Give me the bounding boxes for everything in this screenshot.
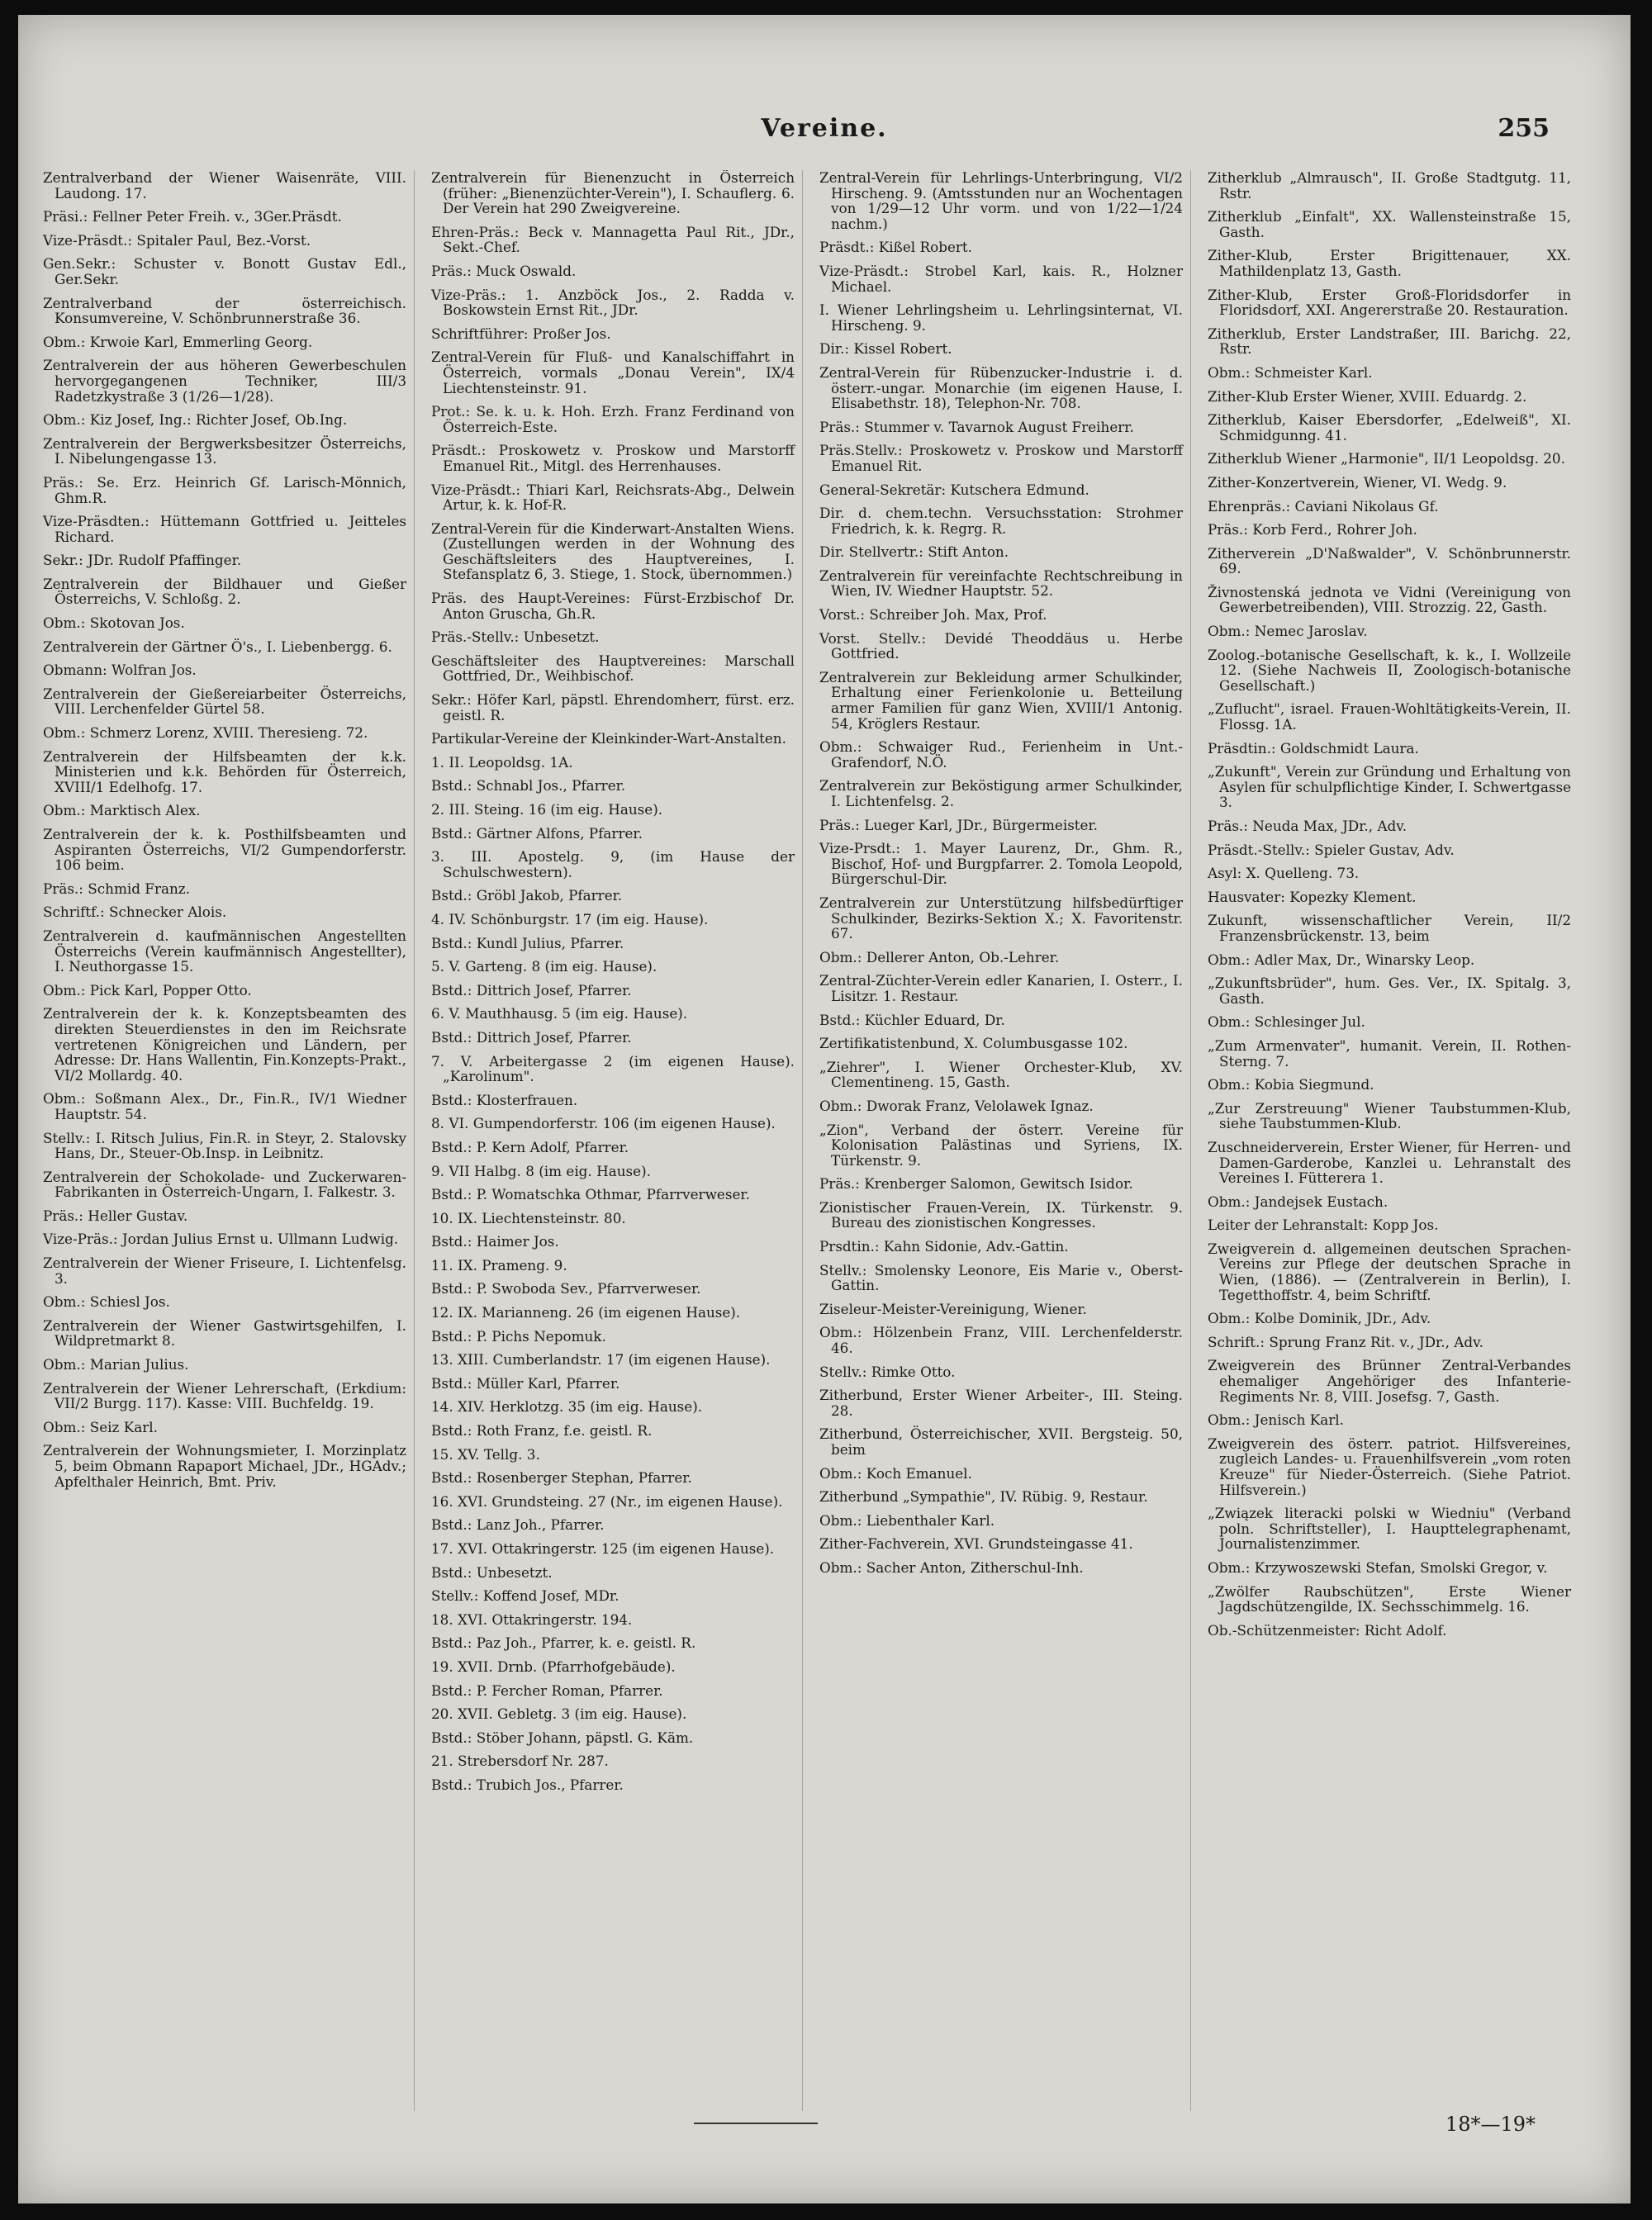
directory-entry: Zentralverein der Gießereiarbeiter Österreichs, VIII. Lerchenfelder Gürtel 58. (43, 685, 406, 718)
directory-entry: Bstd.: P. Pichs Nepomuk. (431, 1327, 606, 1345)
page-footer (18, 2113, 1631, 2146)
directory-entry: 4. IV. Schönburgstr. 17 (im eig. Hause). (431, 910, 709, 927)
directory-entry: Zentralverein der Schokolade- und Zuckerwaren-Fabrikanten in Österreich-Ungarn, I. Falkestr. 3. (43, 1168, 406, 1201)
directory-entry: 18. XVI. Ottakringerstr. 194. (431, 1610, 633, 1628)
directory-entry: Bstd.: Klosterfrauen. (431, 1091, 578, 1108)
directory-entry: 13. XIII. Cumberlandstr. 17 (im eigenen Hause). (431, 1351, 771, 1369)
directory-entry: Obm.: Marian Julius. (43, 1356, 189, 1373)
directory-entry: Partikular-Vereine der Kleinkinder-Wart-Anstalten. (431, 730, 786, 747)
directory-entry: Zentral-Verein für die Kinderwart-Anstalten Wiens. (Zustellungen werden in der Wohnung des Geschäftsleiters des Hauptvereines, I. Stefansplatz 6, 3. Stiege, 1. Stock, übernommen.) (431, 519, 795, 583)
directory-entry: Präsdtin.: Goldschmidt Laura. (1208, 739, 1419, 757)
directory-entry: Dir. Stellvertr.: Stift Anton. (819, 543, 1009, 561)
directory-entry: Vize-Präs.: 1. Anzböck Jos., 2. Radda v. Boskowstein Ernst Rit., JDr. (431, 286, 795, 319)
signature-mark: 18*—19* (1445, 2113, 1536, 2136)
directory-entry: Zentralverein der Wiener Lehrerschaft, (Erkdium: VII/2 Burgg. 117). Kasse: VIII. Buchfeldg. 19. (43, 1379, 406, 1412)
directory-entry: 15. XV. Tellg. 3. (431, 1445, 540, 1463)
directory-entry: Präs.: Heller Gustav. (43, 1207, 188, 1224)
directory-entry: Zweigverein des Brünner Zentral-Verbandes ehemaliger Angehöriger des Infanterie-Regiments Nr. 8, VIII. Josefsg. 7, Gasth. (1208, 1357, 1571, 1405)
directory-entry: Obm.: Schiesl Jos. (43, 1293, 170, 1311)
directory-entry: Bstd.: Dittrich Josef, Pfarrer. (431, 1028, 632, 1046)
text-columns (36, 170, 1612, 2111)
directory-entry: Obm.: Pick Karl, Popper Otto. (43, 981, 252, 999)
directory-entry: Obm.: Adler Max, Dr., Winarsky Leop. (1208, 951, 1475, 968)
directory-entry: 8. VI. Gumpendorferstr. 106 (im eigenen Hause). (431, 1115, 776, 1132)
directory-entry: Präs.: Lueger Karl, JDr., Bürgermeister. (819, 816, 1098, 833)
directory-entry: I. Wiener Lehrlingsheim u. Lehrlingsinternat, VI. Hirscheng. 9. (819, 301, 1183, 334)
directory-entry: Bstd.: Haimer Jos. (431, 1233, 559, 1250)
directory-entry: Bstd.: P. Swoboda Sev., Pfarrverweser. (431, 1280, 701, 1297)
directory-entry: Präs.: Krenberger Salomon, Gewitsch Isidor. (819, 1175, 1133, 1193)
directory-entry: Präsdt.: Kißel Robert. (819, 239, 972, 256)
directory-entry: Zweigverein d. allgemeinen deutschen Sprachen-Vereins zur Pflege der deutschen Sprache in Wien, (1886). — (Zentralverein in Berlin), I. Tegetthoffstr. 4, beim Schriftf. (1208, 1240, 1571, 1303)
directory-entry: Obm.: Schmeister Karl. (1208, 363, 1373, 381)
directory-entry: „Zuflucht", israel. Frauen-Wohltätigkeits-Verein, II. Flossg. 1A. (1208, 700, 1571, 733)
directory-entry: Zentralverein der Wiener Gastwirtsgehilfen, I. Wildpretmarkt 8. (43, 1316, 406, 1350)
directory-entry: Zoolog.-botanische Gesellschaft, k. k., I. Wollzeile 12. (Siehe Nachweis II, Zoologisch-botanische Gesellschaft.) (1208, 646, 1571, 694)
directory-entry: Präs.Stellv.: Proskowetz v. Proskow und Marstorff Emanuel Rit. (819, 442, 1183, 474)
directory-entry: Präsi.: Fellner Peter Freih. v., 3Ger.Präsdt. (43, 208, 342, 225)
directory-entry: Zitherbund „Sympathie", IV. Rübig. 9, Restaur. (819, 1488, 1148, 1506)
directory-entry: Ob.-Schützenmeister: Richt Adolf. (1208, 1621, 1447, 1639)
directory-entry: Zentralverband der österreichisch. Konsumvereine, V. Schönbrunnerstraße 36. (43, 294, 406, 327)
directory-entry: Zentralverein der k. k. Posthilfsbeamten und Aspiranten Österreichs, VI/2 Gumpendorferstr. 106 beim. (43, 826, 406, 874)
directory-entry: Obm.: Jenisch Karl. (1208, 1411, 1344, 1429)
directory-entry: Dir.: Kissel Robert. (819, 340, 952, 358)
directory-entry: „Związek literacki polski w Wiedniu" (Verband poln. Schriftsteller), I. Haupttelegraphenamt, Journalistenzimmer. (1208, 1505, 1571, 1553)
directory-entry: Zentral-Verein für Lehrlings-Unterbringung, VI/2 Hirscheng. 9. (Amtsstunden nur an Wochentagen von 1/29—12 Uhr vorm. und von 1/22—1/24 nachm.) (819, 170, 1183, 232)
directory-entry: Zentralverein für Bienenzucht in Österreich (früher: „Bienenzüchter-Verein"), I. Schauflerg. 6. Der Verein hat 290 Zweigvereine. (431, 170, 795, 217)
directory-entry: 6. V. Mauthhausg. 5 (im eig. Hause). (431, 1005, 688, 1022)
directory-entry: Vorst. Stellv.: Devidé Theoddäus u. Herbe Gottfried. (819, 629, 1183, 662)
directory-entry: Stellv.: Koffend Josef, MDr. (431, 1587, 620, 1605)
directory-entry: Präs.: Stummer v. Tavarnok August Freiherr. (819, 418, 1134, 435)
directory-entry: 20. XVII. Gebletg. 3 (im eig. Hause). (431, 1705, 687, 1723)
directory-entry: Präs.: Schmid Franz. (43, 880, 190, 897)
directory-entry: Sekr.: Höfer Karl, päpstl. Ehrendomherr, fürst. erz. geistl. R. (431, 691, 795, 723)
directory-entry: Bstd.: Dittrich Josef, Pfarrer. (431, 981, 632, 999)
directory-entry: Obm.: Schwaiger Rud., Ferienheim in Unt.-Grafendorf, N.Ö. (819, 738, 1183, 771)
directory-entry: 10. IX. Liechtensteinstr. 80. (431, 1209, 626, 1226)
directory-entry: Ehren-Präs.: Beck v. Mannagetta Paul Rit., JDr., Sekt.-Chef. (431, 223, 795, 256)
directory-entry: Zitherverein „D'Naßwalder", V. Schönbrunnerstr. 69. (1208, 544, 1571, 577)
directory-entry: Präs.: Muck Oswald. (431, 262, 577, 279)
directory-entry: Bstd.: P. Womatschka Othmar, Pfarrverweser. (431, 1186, 750, 1203)
directory-entry: Obm.: Schmerz Lorenz, XVIII. Theresieng. 72. (43, 724, 368, 742)
directory-entry: Zentral-Züchter-Verein edler Kanarien, I. Osterr., I. Lisitzr. 1. Restaur. (819, 972, 1183, 1004)
directory-entry: Stellv.: Smolensky Leonore, Eis Marie v., Oberst-Gattin. (819, 1261, 1183, 1294)
directory-entry: Obm.: Schlesinger Jul. (1208, 1013, 1365, 1031)
directory-entry: „Zwölfer Raubschützen", Erste Wiener Jagdschützengilde, IX. Sechsschimmelg. 16. (1208, 1582, 1571, 1615)
directory-entry: Hausvater: Kopezky Klement. (1208, 888, 1417, 905)
directory-entry: „Zukunft", Verein zur Gründung und Erhaltung von Asylen für schulpflichtige Kinder, I. Schwertgasse 3. (1208, 763, 1571, 811)
directory-entry: Bstd.: Unbesetzt. (431, 1563, 553, 1581)
directory-entry: Leiter der Lehranstalt: Kopp Jos. (1208, 1217, 1439, 1234)
directory-entry: Gen.Sekr.: Schuster v. Bonott Gustav Edl., Ger.Sekr. (43, 255, 406, 287)
directory-entry: Obm.: Dworak Franz, Velolawek Ignaz. (819, 1097, 1094, 1114)
directory-entry: Dir. d. chem.techn. Versuchsstation: Strohmer Friedrich, k. k. Regrg. R. (819, 505, 1183, 537)
directory-entry: Vize-Präsdt.: Spitaler Paul, Bez.-Vorst. (43, 231, 311, 249)
directory-entry: Bstd.: Lanz Joh., Pfarrer. (431, 1516, 605, 1534)
directory-entry: Obm.: Kiz Josef, Ing.: Richter Josef, Ob.Ing. (43, 411, 348, 429)
directory-entry: 7. V. Arbeitergasse 2 (im eigenen Hause). „Karolinum". (431, 1052, 795, 1085)
directory-entry: Zentralverein der Gärtner Ö's., I. Liebenbergg. 6. (43, 638, 392, 655)
directory-entry: Präsdt.: Proskowetz v. Proskow und Marstorff Emanuel Rit., Mitgl. des Herrenhauses. (431, 442, 795, 474)
directory-entry: Obm.: Hölzenbein Franz, VIII. Lerchenfelderstr. 46. (819, 1324, 1183, 1357)
directory-entry: Bstd.: P. Kern Adolf, Pfarrer. (431, 1138, 629, 1155)
directory-entry: Stellv.: Rimke Otto. (819, 1363, 956, 1380)
directory-entry: Vize-Präsdten.: Hüttemann Gottfried u. Jeitteles Richard. (43, 513, 406, 545)
directory-entry: 5. V. Garteng. 8 (im eig. Hause). (431, 958, 657, 975)
directory-entry: Zitherklub „Einfalt", XX. Wallensteinstraße 15, Gasth. (1208, 208, 1571, 240)
directory-entry: Bstd.: Müller Karl, Pfarrer. (431, 1374, 620, 1392)
directory-entry: Prot.: Se. k. u. k. Hoh. Erzh. Franz Ferdinand von Österreich-Este. (431, 403, 795, 435)
directory-entry: Vize-Präsdt.: Thiari Karl, Reichsrats-Abg., Delwein Artur, k. k. Hof-R. (431, 481, 795, 514)
directory-entry: Zentralverein der Wohnungsmieter, I. Morzinplatz 5, beim Obmann Rapaport Michael, JDr., HGAdv.; Apfelthaler Heinrich, Bmt. Priv. (43, 1442, 406, 1490)
directory-entry: Schriftf.: Schnecker Alois. (43, 904, 227, 921)
directory-entry: Bstd.: Roth Franz, f.e. geistl. R. (431, 1422, 653, 1440)
directory-entry: Zertifikatistenbund, X. Columbusgasse 102. (819, 1035, 1128, 1052)
directory-entry: Bstd.: Trubich Jos., Pfarrer. (431, 1776, 624, 1793)
page-number: 255 (1498, 114, 1550, 143)
directory-entry: Zitherklub „Almrausch", II. Große Stadtgutg. 11, Rstr. (1208, 170, 1571, 202)
directory-entry: Obm.: Soßmann Alex., Dr., Fin.R., IV/1 Wiedner Hauptstr. 54. (43, 1090, 406, 1122)
directory-entry: „Zur Zerstreuung" Wiener Taubstummen-Klub, siehe Taubstummen-Klub. (1208, 1099, 1571, 1132)
directory-entry: Zentral-Verein für Fluß- und Kanalschiffahrt in Österreich, vormals „Donau Verein", IX/4 Liechtensteinstr. 91. (431, 349, 795, 396)
directory-entry: 19. XVII. Drnb. (Pfarrhofgebäude). (431, 1658, 676, 1675)
directory-entry: Obmann: Wolfran Jos. (43, 662, 197, 679)
directory-entry: Obm.: Jandejsek Eustach. (1208, 1193, 1389, 1210)
directory-entry: Zitherklub, Kaiser Ebersdorfer, „Edelweiß", XI. Schmidgunng. 41. (1208, 411, 1571, 444)
directory-entry: Ziseleur-Meister-Vereinigung, Wiener. (819, 1300, 1087, 1317)
directory-entry: Zither-Klub Erster Wiener, XVIII. Eduardg. 2. (1208, 387, 1527, 405)
page-title: Vereine. (761, 114, 888, 143)
directory-entry: Zentralverein d. kaufmännischen Angestellten Österreichs (Verein kaufmännisch Angestellter), I. Neuthorgasse 15. (43, 927, 406, 975)
directory-entry: Bstd.: Paz Joh., Pfarrer, k. e. geistl. R. (431, 1634, 696, 1652)
directory-entry: 12. IX. Marianneng. 26 (im eigenen Hause). (431, 1304, 741, 1321)
directory-entry: Obm.: Kolbe Dominik, JDr., Adv. (1208, 1310, 1431, 1327)
directory-entry: Zither-Klub, Erster Brigittenauer, XX. Mathildenplatz 13, Gasth. (1208, 247, 1571, 279)
directory-entry: Sekr.: JDr. Rudolf Pfaffinger. (43, 552, 242, 569)
footer-rule (694, 2123, 818, 2124)
directory-entry: „Zion", Verband der österr. Vereine für Kolonisation Palästinas und Syriens, IX. Türkenstr. 9. (819, 1121, 1183, 1169)
directory-entry: Zentralverein der aus höheren Gewerbeschulen hervorgegangenen Techniker, III/3 Radetzkystraße 3 (1/26—1/28). (43, 357, 406, 405)
directory-entry: Ehrenpräs.: Caviani Nikolaus Gf. (1208, 497, 1439, 515)
directory-entry: Zitherklub, Erster Landstraßer, III. Barichg. 22, Rstr. (1208, 325, 1571, 358)
directory-entry: Vorst.: Schreiber Joh. Max, Prof. (819, 606, 1047, 624)
directory-entry: 16. XVI. Grundsteing. 27 (Nr., im eigenen Hause). (431, 1492, 783, 1510)
directory-entry: 11. IX. Prameng. 9. (431, 1256, 567, 1274)
directory-entry: Präs.-Stellv.: Unbesetzt. (431, 629, 600, 646)
directory-entry: Zukunft, wissenschaftlicher Verein, II/2 Franzensbrückenstr. 13, beim (1208, 912, 1571, 944)
directory-entry: Obm.: Skotovan Jos. (43, 614, 185, 632)
directory-entry: Bstd.: P. Fercher Roman, Pfarrer. (431, 1682, 663, 1699)
directory-entry: 14. XIV. Herklotzg. 35 (im eig. Hause). (431, 1398, 703, 1416)
directory-entry: Zionistischer Frauen-Verein, IX. Türkenstr. 9. Bureau des zionistischen Kongresses. (819, 1198, 1183, 1231)
directory-entry: Obm.: Kobia Siegmund. (1208, 1076, 1374, 1093)
column-4 (1201, 170, 1579, 2111)
directory-entry: Zuschneiderverein, Erster Wiener, für Herren- und Damen-Garderobe, Kanzlei u. Lehranstalt des Vereines I. Fütterera 1. (1208, 1138, 1571, 1187)
directory-entry: Präs.: Korb Ferd., Rohrer Joh. (1208, 521, 1417, 538)
directory-entry: Zentralverein der Bildhauer und Gießer Österreichs, V. Schloßg. 2. (43, 575, 406, 608)
directory-entry: Zentralverein der Bergwerksbesitzer Österreichs, I. Nibelungengasse 13. (43, 434, 406, 467)
directory-entry: Zitherklub Wiener „Harmonie", II/1 Leopoldsg. 20. (1208, 450, 1565, 467)
page-header (18, 114, 1631, 164)
directory-entry: Schrift.: Sprung Franz Rit. v., JDr., Adv. (1208, 1333, 1483, 1350)
directory-entry: Zentral-Verein für Rübenzucker-Industrie i. d. österr.-ungar. Monarchie (im eigenen Hause, I. Elisabethstr. 18), Telephon-Nr. 708. (819, 363, 1183, 412)
directory-entry: Živnostenská jednota ve Vidni (Vereinigung von Gewerbetreibenden), VIII. Strozzig. 22, Gasth. (1208, 583, 1571, 616)
directory-entry: Zentralverein zur Beköstigung armer Schulkinder, I. Lichtenfelsg. 2. (819, 777, 1183, 809)
directory-entry: „Zukunftsbrüder", hum. Ges. Ver., IX. Spitalg. 3, Gasth. (1208, 975, 1571, 1007)
directory-entry: Bstd.: Kundl Julius, Pfarrer. (431, 934, 624, 951)
directory-entry: Geschäftsleiter des Hauptvereines: Marschall Gottfried, Dr., Weihbischof. (431, 652, 795, 685)
directory-entry: Zentralverein für vereinfachte Rechtschreibung in Wien, IV. Wiedner Hauptstr. 52. (819, 567, 1183, 600)
directory-entry: Prsdtin.: Kahn Sidonie, Adv.-Gattin. (819, 1238, 1069, 1255)
directory-entry: Präs. des Haupt-Vereines: Fürst-Erzbischof Dr. Anton Gruscha, Gh.R. (431, 590, 795, 622)
directory-entry: 9. VII Halbg. 8 (im eig. Hause). (431, 1162, 651, 1179)
directory-entry: Obm.: Marktisch Alex. (43, 802, 201, 819)
column-2 (425, 170, 803, 2111)
directory-entry: Zentralverein der Wiener Friseure, I. Lichtenfelsg. 3. (43, 1255, 406, 1287)
directory-entry: Vize-Prsdt.: 1. Mayer Laurenz, Dr., Ghm. R., Bischof, Hof- und Burgpfarrer. 2. Tomola Leopold, Bürgerschul-Dir. (819, 840, 1183, 888)
directory-entry: Obm.: Dellerer Anton, Ob.-Lehrer. (819, 948, 1060, 965)
directory-entry: Obm.: Sacher Anton, Zitherschul-Inh. (819, 1558, 1084, 1576)
directory-entry: 3. III. Apostelg. 9, (im Hause der Schulschwestern). (431, 848, 795, 880)
directory-entry: 2. III. Steing. 16 (im eig. Hause). (431, 801, 663, 818)
directory-entry: Zentralverein zur Unterstützung hilfsbedürftiger Schulkinder, Bezirks-Sektion X.; X. Favoritenstr. 67. (819, 894, 1183, 942)
directory-entry: 21. Strebersdorf Nr. 287. (431, 1753, 609, 1770)
directory-entry: Zither-Fachverein, XVI. Grundsteingasse 41. (819, 1535, 1133, 1553)
directory-entry: Zentralverein zur Bekleidung armer Schulkinder, Erhaltung einer Ferienkolonie u. Betteilung armer Familien für ganz Wien, XVIII/1 Antonig. 54, Kröglers Restaur. (819, 668, 1183, 732)
directory-entry: Präs.: Neuda Max, JDr., Adv. (1208, 818, 1408, 834)
directory-entry: Bstd.: Küchler Eduard, Dr. (819, 1011, 1005, 1028)
directory-entry: 17. XVI. Ottakringerstr. 125 (im eigenen Hause). (431, 1540, 775, 1557)
directory-entry: Bstd.: Gärtner Alfons, Pfarrer. (431, 824, 643, 842)
directory-entry: General-Sekretär: Kutschera Edmund. (819, 481, 1089, 498)
directory-entry: Obm.: Krzywoszewski Stefan, Smolski Gregor, v. (1208, 1558, 1548, 1576)
directory-entry: Bstd.: Stöber Johann, päpstl. G. Käm. (431, 1729, 694, 1746)
directory-entry: Bstd.: Gröbl Jakob, Pfarrer. (431, 887, 623, 904)
directory-entry: Präsdt.-Stellv.: Spieler Gustav, Adv. (1208, 841, 1455, 858)
directory-entry: Obm.: Liebenthaler Karl. (819, 1511, 995, 1529)
directory-entry: Zentralverband der Wiener Waisenräte, VIII. Laudong. 17. (43, 170, 406, 202)
directory-entry: Obm.: Seiz Karl. (43, 1418, 158, 1435)
directory-entry: Präs.: Se. Erz. Heinrich Gf. Larisch-Mönnich, Ghm.R. (43, 473, 406, 506)
directory-entry: „Zum Armenvater", humanit. Verein, II. Rothen-Sterng. 7. (1208, 1036, 1571, 1070)
directory-entry: Obm.: Koch Emanuel. (819, 1464, 972, 1482)
directory-entry: Asyl: X. Quelleng. 73. (1208, 865, 1360, 882)
directory-entry: Vize-Präs.: Jordan Julius Ernst u. Ullmann Ludwig. (43, 1231, 399, 1248)
directory-entry: „Ziehrer", I. Wiener Orchester-Klub, XV. Clementineng. 15, Gasth. (819, 1058, 1183, 1091)
directory-entry: Zweigverein des österr. patriot. Hilfsvereines, zugleich Landes- u. Frauenhilfsverein „vom roten Kreuze" für Nieder-Österreich. (Siehe Patriot. Hilfsverein.) (1208, 1435, 1571, 1498)
document-page (18, 15, 1631, 2203)
column-1 (36, 170, 415, 2111)
directory-entry: Obm.: Krwoie Karl, Emmerling Georg. (43, 333, 313, 350)
directory-entry: Vize-Präsdt.: Strobel Karl, kais. R., Holzner Michael. (819, 262, 1183, 295)
directory-entry: Zitherbund, Erster Wiener Arbeiter-, III. Steing. 28. (819, 1387, 1183, 1419)
directory-entry: Bstd.: Schnabl Jos., Pfarrer. (431, 777, 626, 795)
directory-entry: Bstd.: Rosenberger Stephan, Pfarrer. (431, 1469, 692, 1487)
directory-entry: Stellv.: I. Ritsch Julius, Fin.R. in Steyr, 2. Stalovsky Hans, Dr., Steuer-Ob.Insp. in Leibnitz. (43, 1129, 406, 1162)
directory-entry: 1. II. Leopoldsg. 1A. (431, 753, 573, 771)
directory-entry: Zither-Klub, Erster Groß-Floridsdorfer in Floridsdorf, XXI. Angererstraße 20. Restauration. (1208, 286, 1571, 319)
directory-entry: Schriftführer: Proßer Jos. (431, 325, 611, 342)
directory-entry: Zentralverein der Hilfsbeamten der k.k. Ministerien und k.k. Behörden für Österreich, XVIII/1 Edelhofg. 17. (43, 747, 406, 795)
directory-entry: Zitherbund, Österreichischer, XVII. Bergsteig. 50, beim (819, 1425, 1183, 1458)
directory-entry: Zither-Konzertverein, Wiener, VI. Wedg. 9. (1208, 473, 1507, 491)
directory-entry: Zentralverein der k. k. Konzeptsbeamten des direkten Steuerdienstes in den im Reichsrate vertretenen Königreichen und Ländern, per Adresse: Dr. Hans Wallentin, Fin.Konzepts-Prakt., VI/2 Mollardg. 40. (43, 1005, 406, 1084)
column-3 (813, 170, 1191, 2111)
directory-entry: Obm.: Nemec Jaroslav. (1208, 623, 1368, 640)
